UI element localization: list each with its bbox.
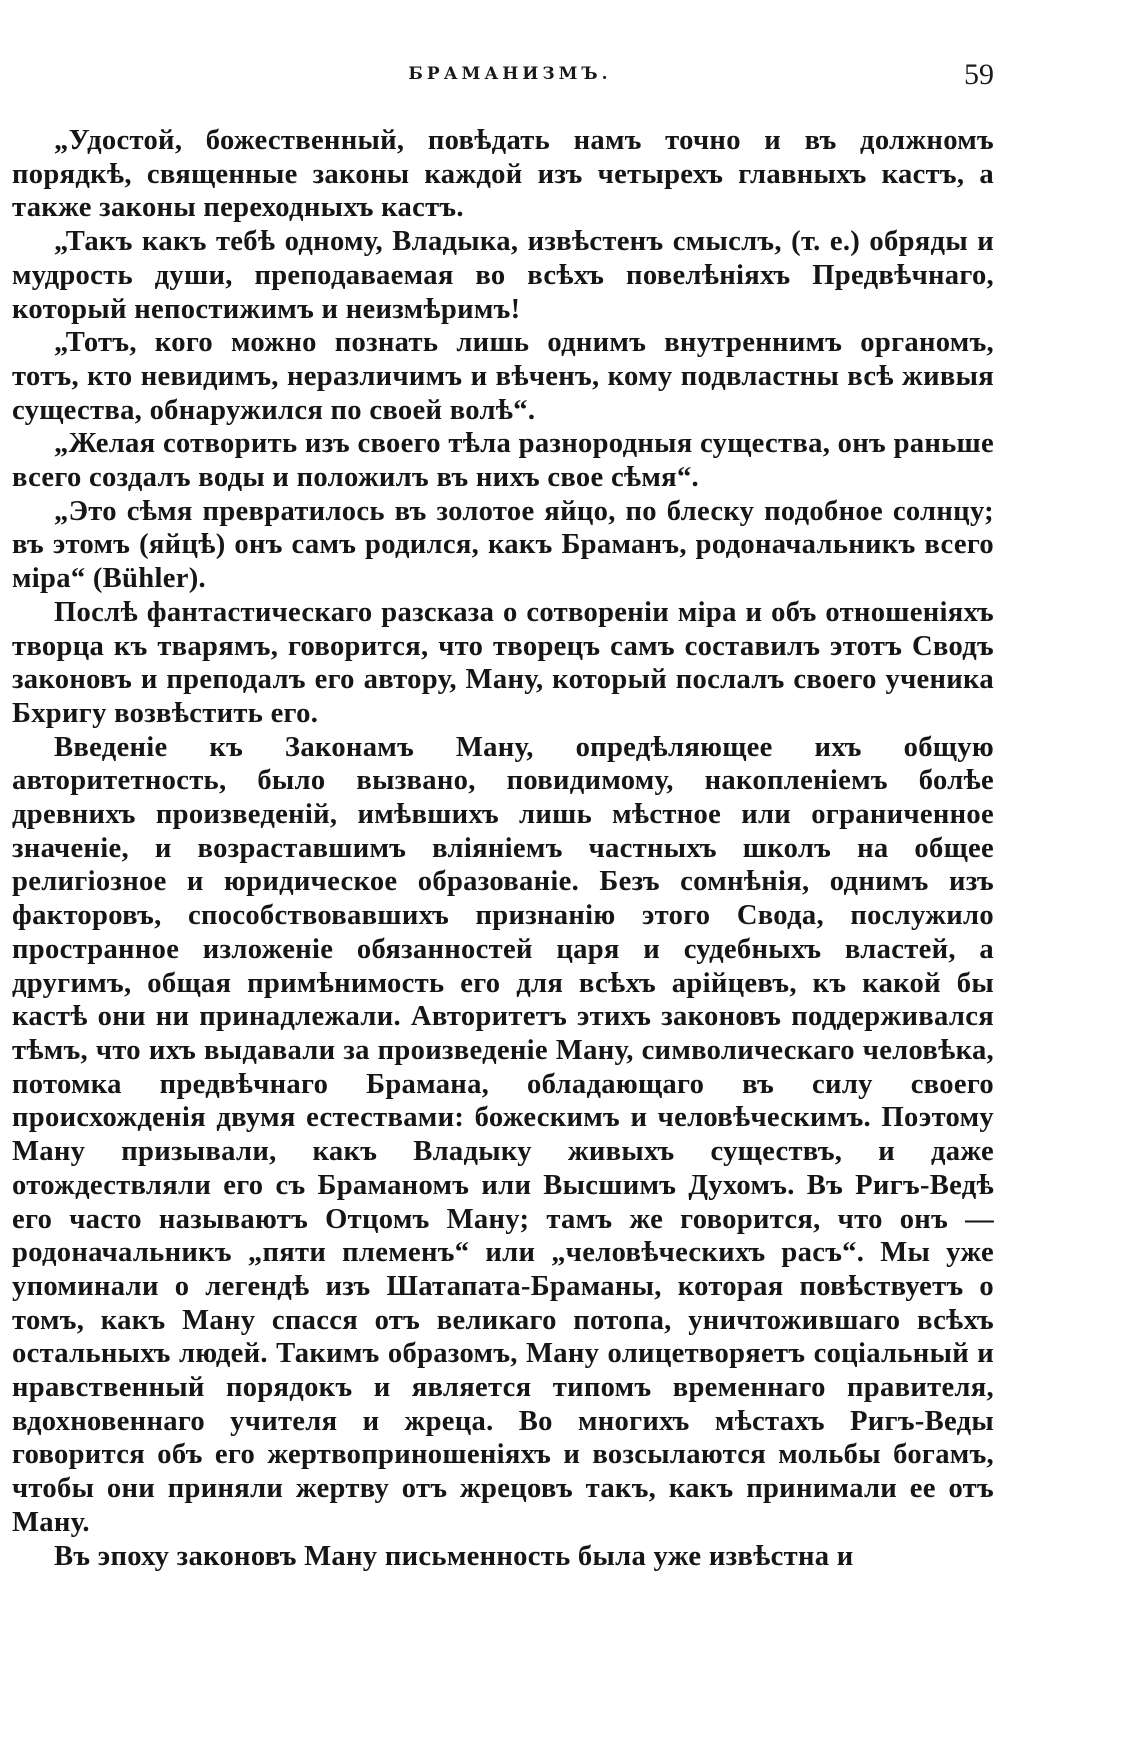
page-header	[0, 58, 1140, 98]
paragraph: Послѣ фантастическаго разсказа о сотвореніи міра и объ отношеніяхъ творца къ тварямъ, говорится, что творецъ самъ составилъ этотъ Сводъ законовъ и преподалъ его автору, Ману, который послалъ своего ученика Бхригу возвѣстить его.	[12, 596, 994, 729]
paragraph: „Желая сотворить изъ своего тѣла разнородныя существа, онъ раньше всего создалъ воды и положилъ въ нихъ свое сѣмя“.	[12, 428, 994, 494]
page-number: 59	[964, 58, 994, 91]
body-text	[12, 124, 994, 1573]
paragraph: „Удостой, божественный, повѣдать намъ точно и въ должномъ порядкѣ, священные законы каждой изъ четырехъ главныхъ кастъ, а также законы переходныхъ кастъ.	[12, 125, 994, 224]
paragraph: „Тотъ, кого можно познать лишь однимъ внутреннимъ органомъ, тотъ, кто невидимъ, неразличимъ и вѣченъ, кому подвластны всѣ живыя существа, обнаружился по своей волѣ“.	[12, 327, 994, 426]
paragraph: „Такъ какъ тебѣ одному, Владыка, извѣстенъ смыслъ, (т. е.) обряды и мудрость души, преподаваемая во всѣхъ повелѣніяхъ Предвѣчнаго, который непостижимъ и неизмѣримъ!	[12, 226, 994, 325]
paragraph: Въ эпоху законовъ Ману письменность была уже извѣстна и	[54, 1540, 854, 1572]
paragraph: „Это сѣмя превратилось въ золотое яйцо, по блеску подобное солнцу; въ этомъ (яйцѣ) онъ самъ родился, какъ Браманъ, родоначальникъ всего міра“ (Bühler).	[12, 495, 994, 595]
running-head: БРАМАНИЗМЪ.	[408, 64, 612, 84]
paragraph: Введеніе къ Законамъ Ману, опредѣляющее ихъ общую авторитетность, было вызвано, повидимому, накопленіемъ болѣе древнихъ произведеній, имѣвшихъ лишь мѣстное или ограниченное значеніе, и возраставшимъ вліяніемъ частныхъ школъ на общее религіозное и юридическое образованіе. Безъ сомнѣнія, однимъ изъ факторовъ, способствовавшихъ признанію этого Свода, послужило пространное изложеніе обязанностей царя и судебныхъ властей, а другимъ, общая примѣнимость его для всѣхъ арійцевъ, къ какой бы кастѣ они ни принадлежали. Авторитетъ этихъ законовъ поддерживался тѣмъ, что ихъ выдавали за произведеніе Ману, символическаго человѣка, потомка предвѣчнаго Брамана, обладающаго въ силу своего происхожденія двумя естествами: божескимъ и человѣческимъ. Поэтому Ману призывали, какъ Владыку живыхъ существъ, и даже отождествляли его съ Браманомъ или Высшимъ Духомъ. Въ Ригъ-Ведѣ его часто называютъ Отцомъ Ману; тамъ же говорится, что онъ — родоначальникъ „пяти племенъ“ или „человѣческихъ расъ“. Мы уже упоминали о легендѣ изъ Шатапата-Браманы, которая повѣствуетъ о томъ, какъ Ману спасся отъ великаго потопа, уничтожившаго всѣхъ остальныхъ людей. Такимъ образомъ, Ману олицетворяетъ соціальный и нравственный порядокъ и является типомъ временнаго правителя, вдохновеннаго учителя и жреца. Во многихъ мѣстахъ Ригъ-Веды говорится объ его жертвоприношеніяхъ и возсылаются мольбы богамъ, чтобы они приняли жертву отъ жрецовъ такъ, какъ принимали ее отъ Ману.	[12, 731, 994, 1538]
